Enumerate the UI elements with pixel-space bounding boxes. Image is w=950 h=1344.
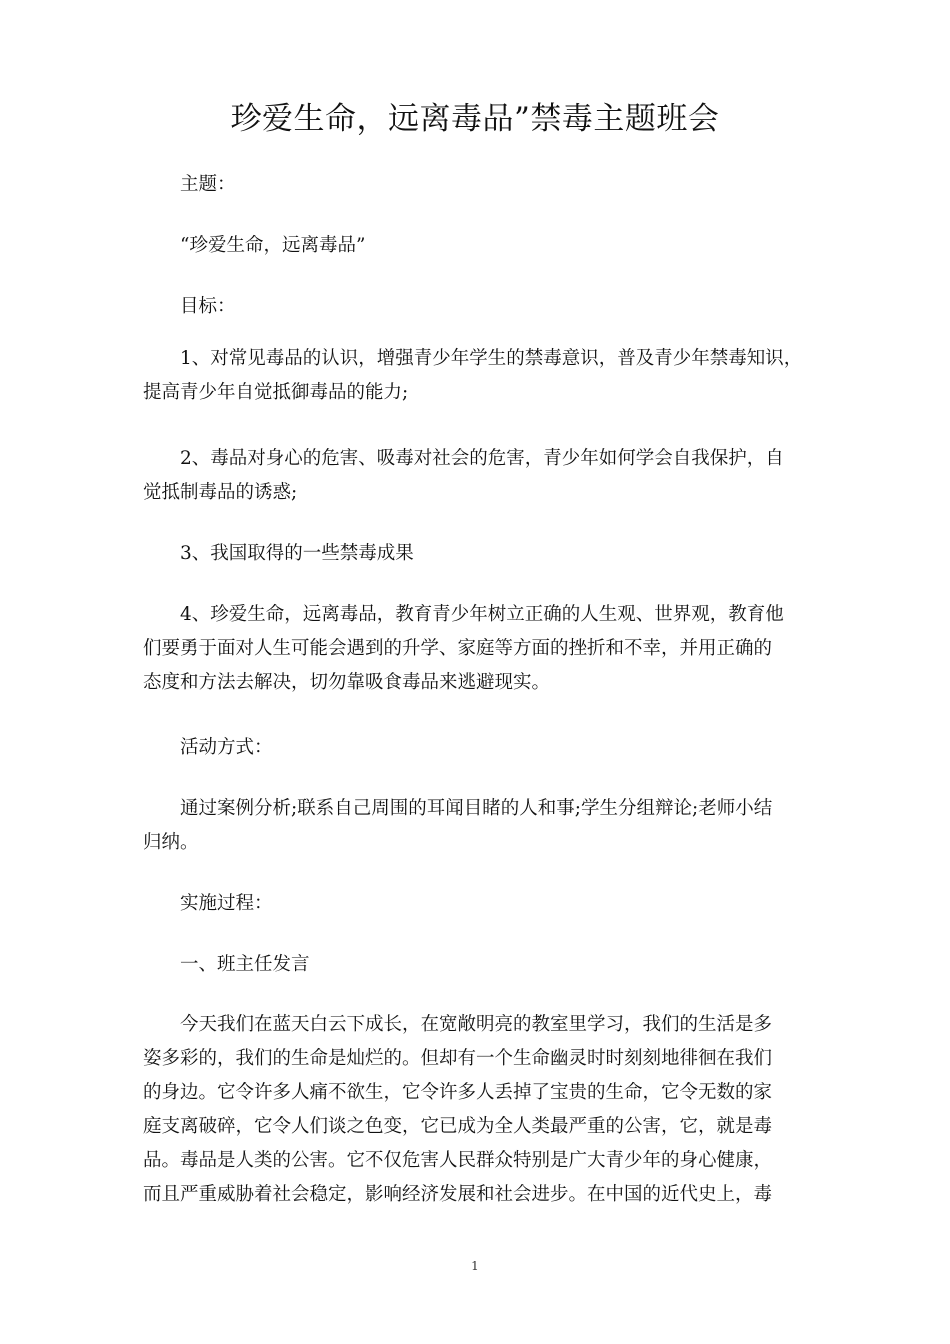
paragraph-activity-label (143, 731, 813, 765)
page-number: 1 (471, 1259, 479, 1273)
paragraph-line: 提高青少年自觉抵御毒品的能力; (143, 382, 409, 403)
paragraph-goals-label (143, 290, 813, 324)
paragraph-line: 通过案例分析;联系自己周围的耳闻目睹的人和事;学生分组辩论;老师小结 (180, 798, 773, 819)
paragraph-line: 姿多彩的，我们的生命是灿烂的。但却有一个生命幽灵时时刻刻地徘徊在我们 (143, 1048, 773, 1069)
paragraph-line: 主题： (180, 174, 236, 195)
paragraph-line: 觉抵制毒品的诱惑; (143, 482, 298, 503)
paragraph-line: 3、我国取得的一些禁毒成果 (180, 543, 414, 564)
paragraph-theme-label (143, 168, 813, 202)
paragraph-line: 而且严重威胁着社会稳定，影响经济发展和社会进步。在中国的近代史上，毒 (143, 1184, 773, 1205)
paragraph-line: 态度和方法去解决，切勿靠吸食毒品来逃避现实。 (143, 672, 551, 693)
paragraph-line: 今天我们在蓝天白云下成长，在宽敞明亮的教室里学习，我们的生活是多 (180, 1014, 773, 1035)
paragraph-line: 一、班主任发言 (180, 954, 310, 975)
paragraph-line: 归纳。 (143, 832, 199, 853)
paragraph-process-label (143, 887, 813, 921)
paragraph-line: 目标： (180, 296, 236, 317)
section-heading-1 (143, 948, 813, 982)
paragraph-line: 庭支离破碎，它令人们谈之色变，它已成为全人类最严重的公害，它，就是毒 (143, 1116, 773, 1137)
paragraph-activity (143, 792, 813, 860)
paragraph-goal-3 (143, 537, 813, 571)
paragraph-speech (143, 1008, 813, 1212)
paragraph-goal-2 (143, 442, 813, 510)
paragraph-line: “珍爱生命，远离毒品” (180, 235, 366, 256)
paragraph-line: 4、珍爱生命，远离毒品，教育青少年树立正确的人生观、世界观，教育他 (180, 604, 784, 625)
paragraph-line: 活动方式： (180, 737, 273, 758)
paragraph-line: 的身边。它令许多人痛不欲生，它令许多人丢掉了宝贵的生命，它令无数的家 (143, 1082, 773, 1103)
paragraph-goal-1 (143, 342, 813, 410)
paragraph-line: 品。毒品是人类的公害。它不仅危害人民群众特别是广大青少年的身心健康， (143, 1150, 773, 1171)
paragraph-line: 们要勇于面对人生可能会遇到的升学、家庭等方面的挫折和不幸，并用正确的 (143, 638, 773, 659)
paragraph-theme (143, 229, 813, 263)
paragraph-goal-4 (143, 598, 813, 700)
document-title: 珍爱生命，远离毒品”禁毒主题班会 (230, 101, 720, 137)
paragraph-line: 2、毒品对身心的危害、吸毒对社会的危害，青少年如何学会自我保护，自 (180, 448, 784, 469)
paragraph-line: 实施过程： (180, 893, 273, 914)
paragraph-line: 1、对常见毒品的认识，增强青少年学生的禁毒意识，普及青少年禁毒知识， (180, 348, 803, 369)
